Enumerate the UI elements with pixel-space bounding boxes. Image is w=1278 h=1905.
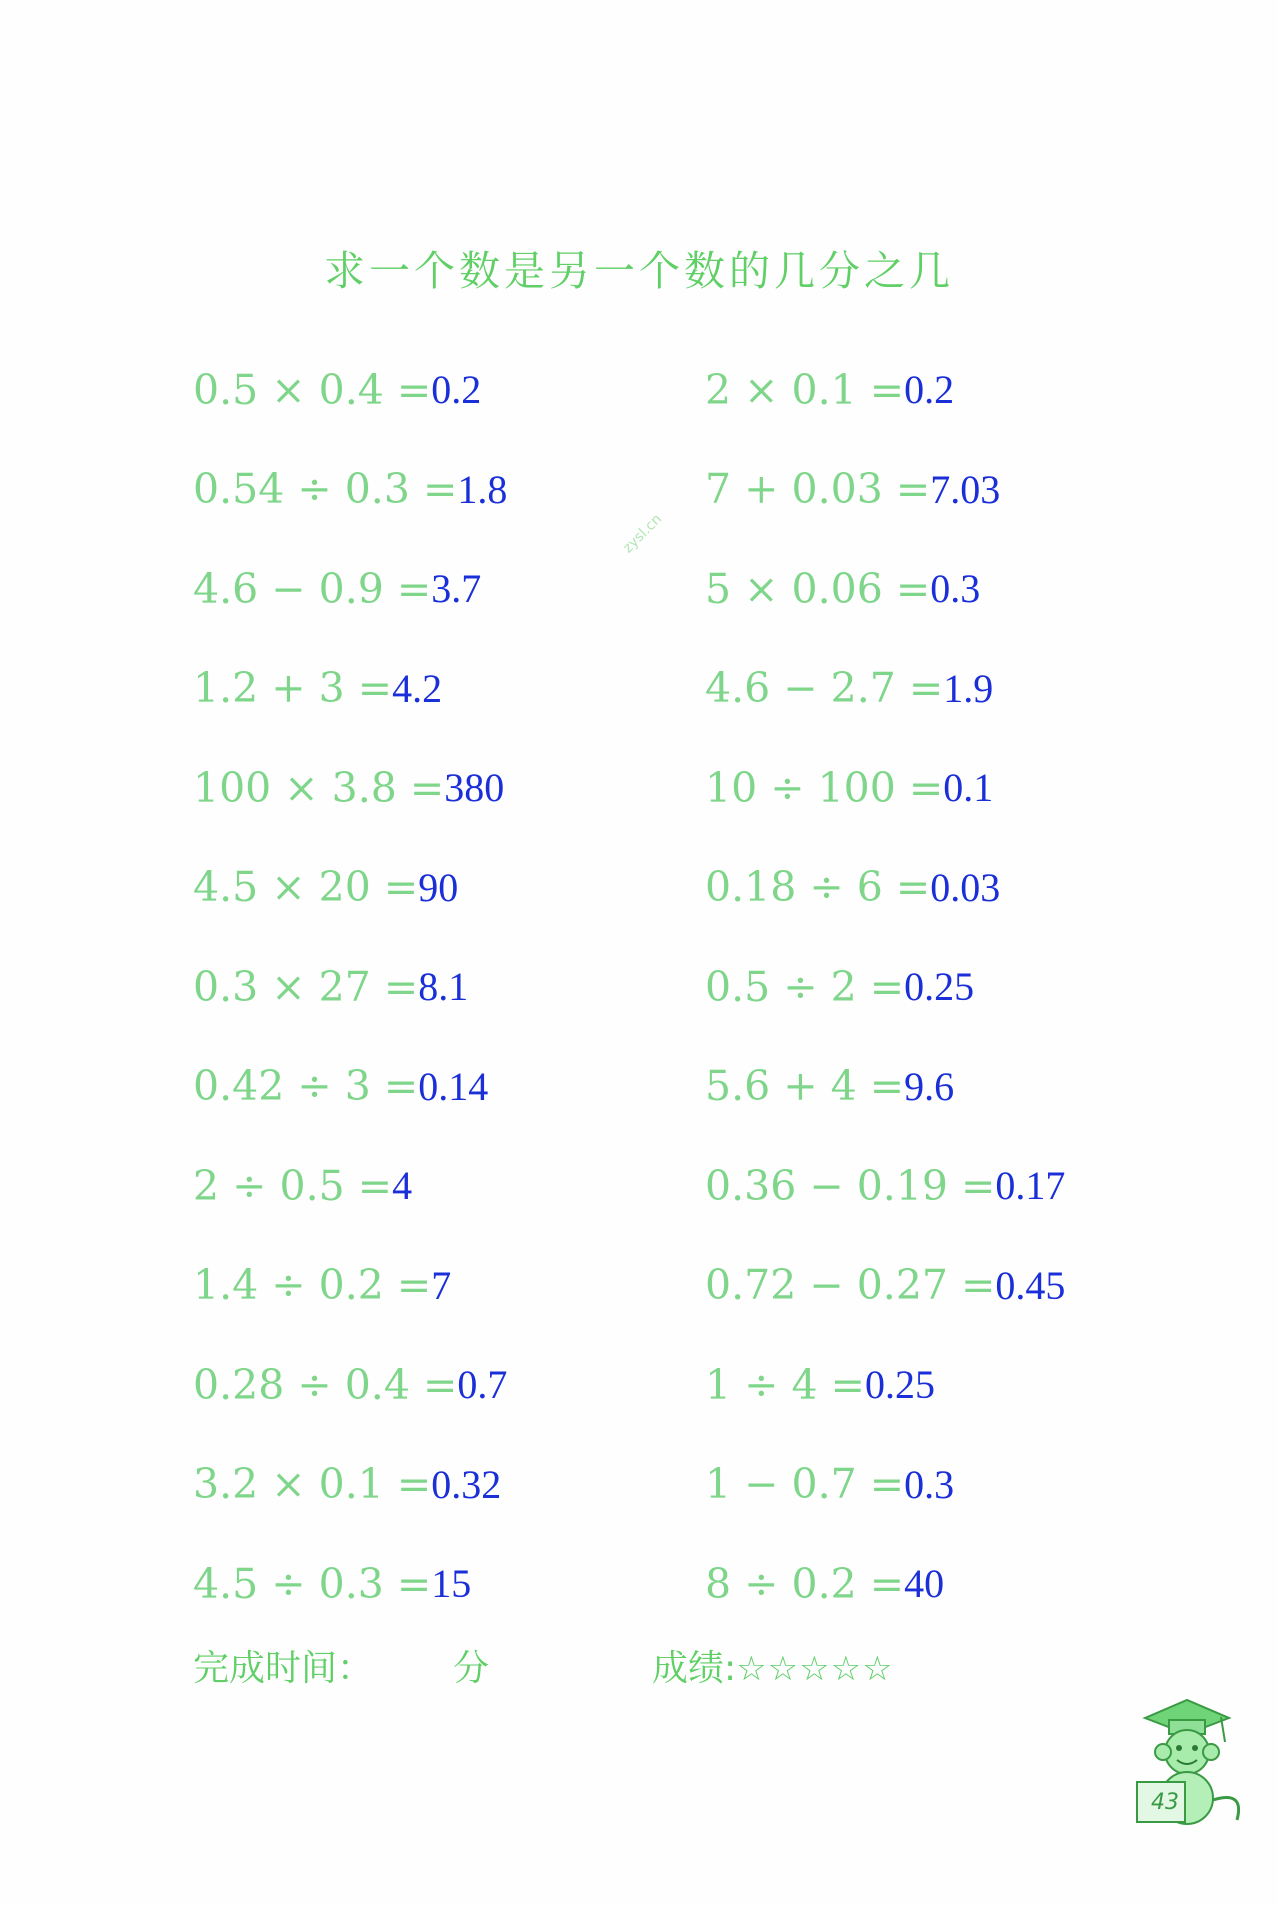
problem-row <box>193 639 507 739</box>
page-number: 43 <box>1151 1790 1179 1815</box>
problem-answer: 7.03 <box>930 466 1001 512</box>
problem-question: 8 ÷ 0.2 = <box>705 1559 905 1608</box>
problem-answer: 9.6 <box>904 1063 955 1109</box>
right-problem-column <box>705 340 1065 1634</box>
problem-question: 1 − 0.7 = <box>705 1460 905 1509</box>
problem-question: 4.6 − 2.7 = <box>705 664 944 713</box>
problem-answer: 0.2 <box>904 367 955 413</box>
problem-row <box>193 340 507 440</box>
score-label: 成绩: <box>652 1648 737 1689</box>
problem-row <box>705 1335 1065 1435</box>
problem-row <box>705 1136 1065 1236</box>
score-block <box>652 1640 894 1691</box>
problem-row <box>193 838 507 938</box>
problem-question: 1.2 + 3 = <box>193 664 393 713</box>
problem-question: 1 ÷ 4 = <box>705 1360 865 1409</box>
problem-question: 0.18 ÷ 6 = <box>705 863 931 912</box>
problem-answer: 0.25 <box>904 964 975 1010</box>
problem-row <box>705 539 1065 639</box>
problem-answer: 0.7 <box>457 1362 508 1408</box>
problem-row <box>193 1435 507 1535</box>
problem-answer: 380 <box>444 765 505 811</box>
problem-row <box>705 1534 1065 1634</box>
problem-answer: 1.9 <box>943 665 994 711</box>
problem-answer: 4.2 <box>392 665 443 711</box>
problem-question: 10 ÷ 100 = <box>705 763 944 812</box>
minute-unit: 分 <box>453 1648 490 1689</box>
problem-question: 4.5 × 20 = <box>193 863 419 912</box>
problem-answer: 0.14 <box>418 1063 489 1109</box>
problem-question: 1.4 ÷ 0.2 = <box>193 1261 432 1310</box>
problem-answer: 4 <box>392 1163 413 1209</box>
problem-question: 4.6 − 0.9 = <box>193 564 432 613</box>
problem-question: 0.36 − 0.19 = <box>705 1161 996 1210</box>
problem-question: 7 + 0.03 = <box>705 465 931 514</box>
problem-answer: 8.1 <box>418 964 469 1010</box>
problem-question: 0.28 ÷ 0.4 = <box>193 1360 458 1409</box>
problem-answer: 0.03 <box>930 864 1001 910</box>
problem-answer: 0.25 <box>864 1362 935 1408</box>
problem-answer: 1.8 <box>457 466 508 512</box>
problem-row <box>193 937 507 1037</box>
problem-row <box>193 1236 507 1336</box>
problem-answer: 90 <box>418 864 459 910</box>
problem-row <box>193 1335 507 1435</box>
left-problem-column <box>193 340 507 1634</box>
page-title: 求一个数是另一个数的几分之几 <box>324 247 954 295</box>
monkey-mascot-icon <box>1125 1690 1255 1835</box>
problem-row <box>705 440 1065 540</box>
problem-answer: 40 <box>904 1561 945 1607</box>
problem-answer: 0.17 <box>995 1163 1066 1209</box>
problem-answer: 0.32 <box>431 1461 502 1507</box>
problem-row <box>705 639 1065 739</box>
problem-question: 0.5 × 0.4 = <box>193 365 432 414</box>
problem-answer: 15 <box>431 1561 472 1607</box>
problem-question: 0.3 × 27 = <box>193 962 419 1011</box>
problem-answer: 0.45 <box>995 1262 1066 1308</box>
problem-row <box>705 1435 1065 1535</box>
problem-question: 5.6 + 4 = <box>705 1062 905 1111</box>
problem-answer: 0.3 <box>930 566 981 612</box>
problem-question: 2 ÷ 0.5 = <box>193 1161 393 1210</box>
problem-row <box>705 1236 1065 1336</box>
problem-row <box>193 440 507 540</box>
problem-question: 0.54 ÷ 0.3 = <box>193 465 458 514</box>
problem-question: 4.5 ÷ 0.3 = <box>193 1559 432 1608</box>
problem-row <box>193 1037 507 1137</box>
watermark: zysl.cn <box>620 511 666 557</box>
problem-question: 0.72 − 0.27 = <box>705 1261 996 1310</box>
problem-answer: 0.2 <box>431 367 482 413</box>
problem-row <box>705 937 1065 1037</box>
problem-answer: 3.7 <box>431 566 482 612</box>
problem-row <box>193 1534 507 1634</box>
problem-row <box>705 738 1065 838</box>
problem-question: 0.5 ÷ 2 = <box>705 962 905 1011</box>
problem-row <box>193 1136 507 1236</box>
problem-row <box>705 1037 1065 1137</box>
problem-answer: 0.1 <box>943 765 994 811</box>
problem-question: 0.42 ÷ 3 = <box>193 1062 419 1111</box>
problem-row <box>193 738 507 838</box>
problem-row <box>705 340 1065 440</box>
problem-question: 5 × 0.06 = <box>705 564 931 613</box>
completion-time-label: 完成时间： <box>193 1648 374 1689</box>
problem-answer: 7 <box>431 1262 452 1308</box>
problem-question: 2 × 0.1 = <box>705 365 905 414</box>
problem-question: 100 × 3.8 = <box>193 763 445 812</box>
problem-question: 3.2 × 0.1 = <box>193 1460 432 1509</box>
star-rating-icons: ☆☆☆☆☆ <box>736 1649 894 1689</box>
problem-answer: 0.3 <box>904 1461 955 1507</box>
problem-row <box>193 539 507 639</box>
problem-row <box>705 838 1065 938</box>
